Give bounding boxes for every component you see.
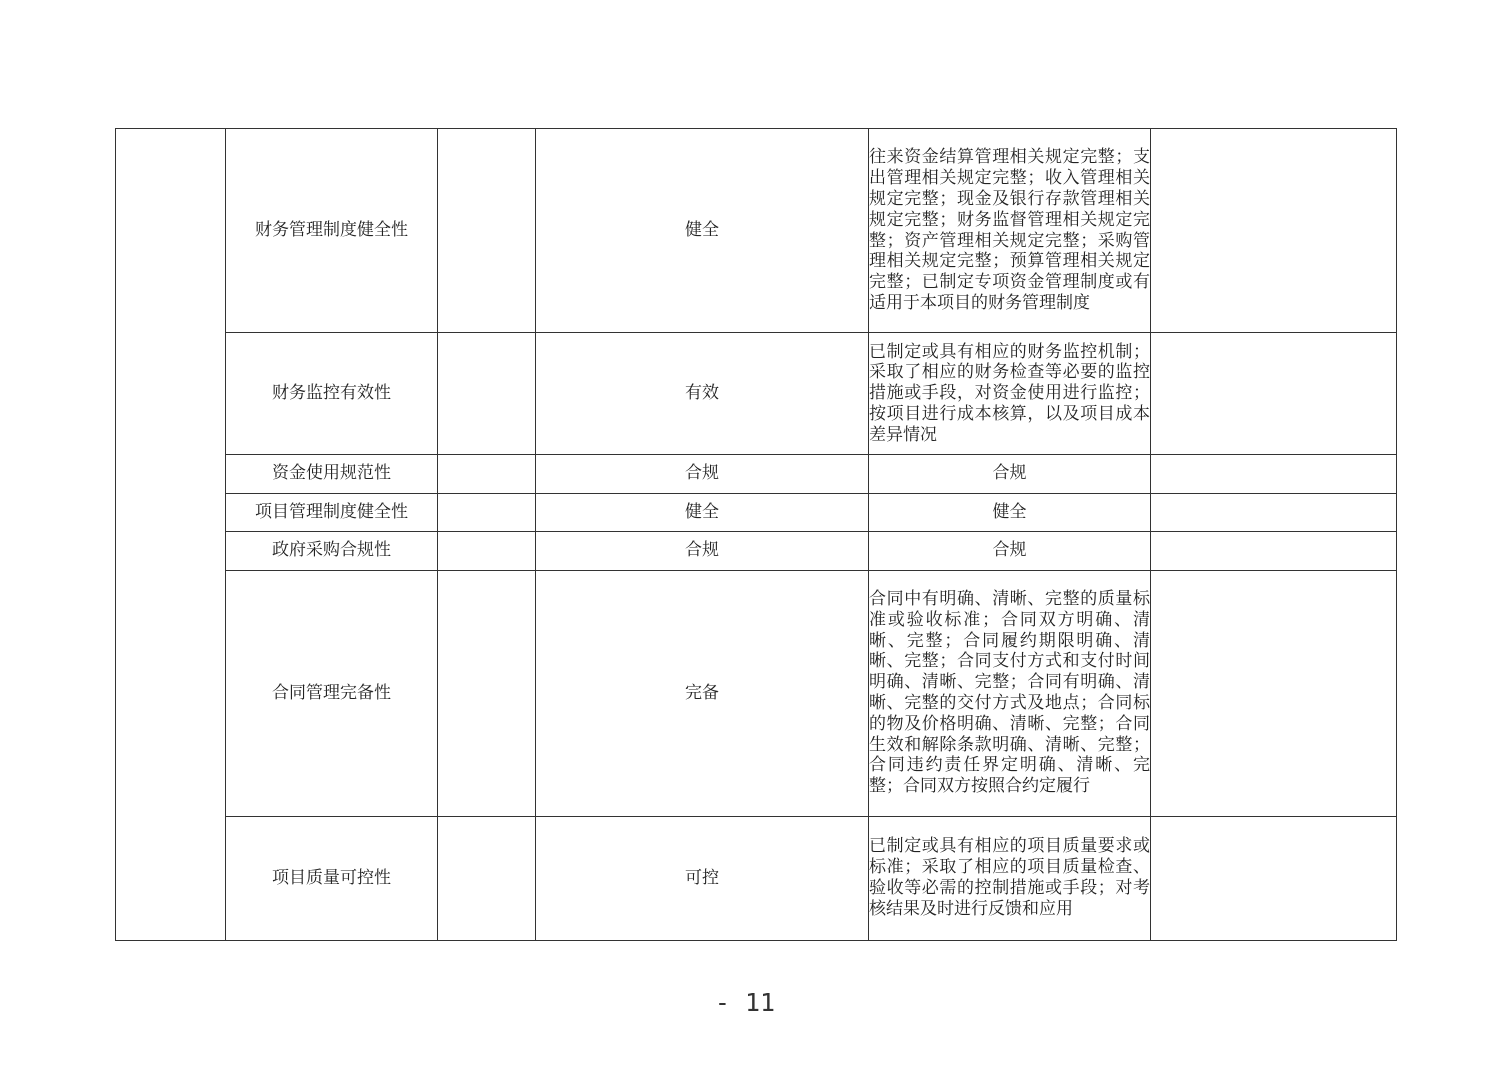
indicator-cell: 财务监控有效性: [226, 333, 438, 455]
standard-cell: 合规: [869, 455, 1151, 494]
target-cell: 完备: [536, 570, 869, 816]
table-row: [116, 493, 1397, 532]
table-row: [116, 333, 1397, 455]
target-cell: 合规: [536, 532, 869, 571]
indicator-cell: 项目管理制度健全性: [226, 493, 438, 532]
category-cell: [116, 129, 226, 941]
table-row: [116, 570, 1397, 816]
table-row: [116, 129, 1397, 333]
target-cell: 健全: [536, 493, 869, 532]
standard-cell: 合同中有明确、清晰、完整的质量标准或验收标准；合同双方明确、清晰、完整；合同履约期限明确、清晰、完整；合同支付方式和支付时间明确、清晰、完整；合同有明确、清晰、完整的交付方式及地点；合同标的物及价格明确、清晰、完整；合同生效和解除条款明确、清晰、完整；合同违约责任界定明确、清晰、完整；合同双方按照合约定履行: [869, 570, 1151, 816]
weight-cell: [438, 333, 536, 455]
remark-cell: [1151, 532, 1397, 571]
weight-cell: [438, 129, 536, 333]
remark-cell: [1151, 570, 1397, 816]
standard-cell: 健全: [869, 493, 1151, 532]
standard-cell: 已制定或具有相应的项目质量要求或标准；采取了相应的项目质量检查、验收等必需的控制措施或手段；对考核结果及时进行反馈和应用: [869, 816, 1151, 940]
standard-cell: 已制定或具有相应的财务监控机制；采取了相应的财务检查等必要的监控措施或手段，对资金使用进行监控；按项目进行成本核算，以及项目成本差异情况: [869, 333, 1151, 455]
remark-cell: [1151, 129, 1397, 333]
table-row: [116, 816, 1397, 940]
table-row: [116, 455, 1397, 494]
page-number: - 11: [714, 988, 776, 1017]
target-cell: 有效: [536, 333, 869, 455]
remark-cell: [1151, 455, 1397, 494]
weight-cell: [438, 816, 536, 940]
indicator-cell: 财务管理制度健全性: [226, 129, 438, 333]
remark-cell: [1151, 816, 1397, 940]
remark-cell: [1151, 493, 1397, 532]
weight-cell: [438, 493, 536, 532]
standard-cell: 合规: [869, 532, 1151, 571]
target-cell: 合规: [536, 455, 869, 494]
evaluation-table: [115, 128, 1397, 941]
standard-cell: 往来资金结算管理相关规定完整；支出管理相关规定完整；收入管理相关规定完整；现金及银行存款管理相关规定完整；财务监督管理相关规定完整；资产管理相关规定完整；采购管理相关规定完整；预算管理相关规定完整；已制定专项资金管理制度或有适用于本项目的财务管理制度: [869, 129, 1151, 333]
target-cell: 可控: [536, 816, 869, 940]
indicator-cell: 资金使用规范性: [226, 455, 438, 494]
target-cell: 健全: [536, 129, 869, 333]
remark-cell: [1151, 333, 1397, 455]
indicator-cell: 项目质量可控性: [226, 816, 438, 940]
weight-cell: [438, 532, 536, 571]
indicator-cell: 合同管理完备性: [226, 570, 438, 816]
indicator-cell: 政府采购合规性: [226, 532, 438, 571]
weight-cell: [438, 570, 536, 816]
weight-cell: [438, 455, 536, 494]
table-row: [116, 532, 1397, 571]
